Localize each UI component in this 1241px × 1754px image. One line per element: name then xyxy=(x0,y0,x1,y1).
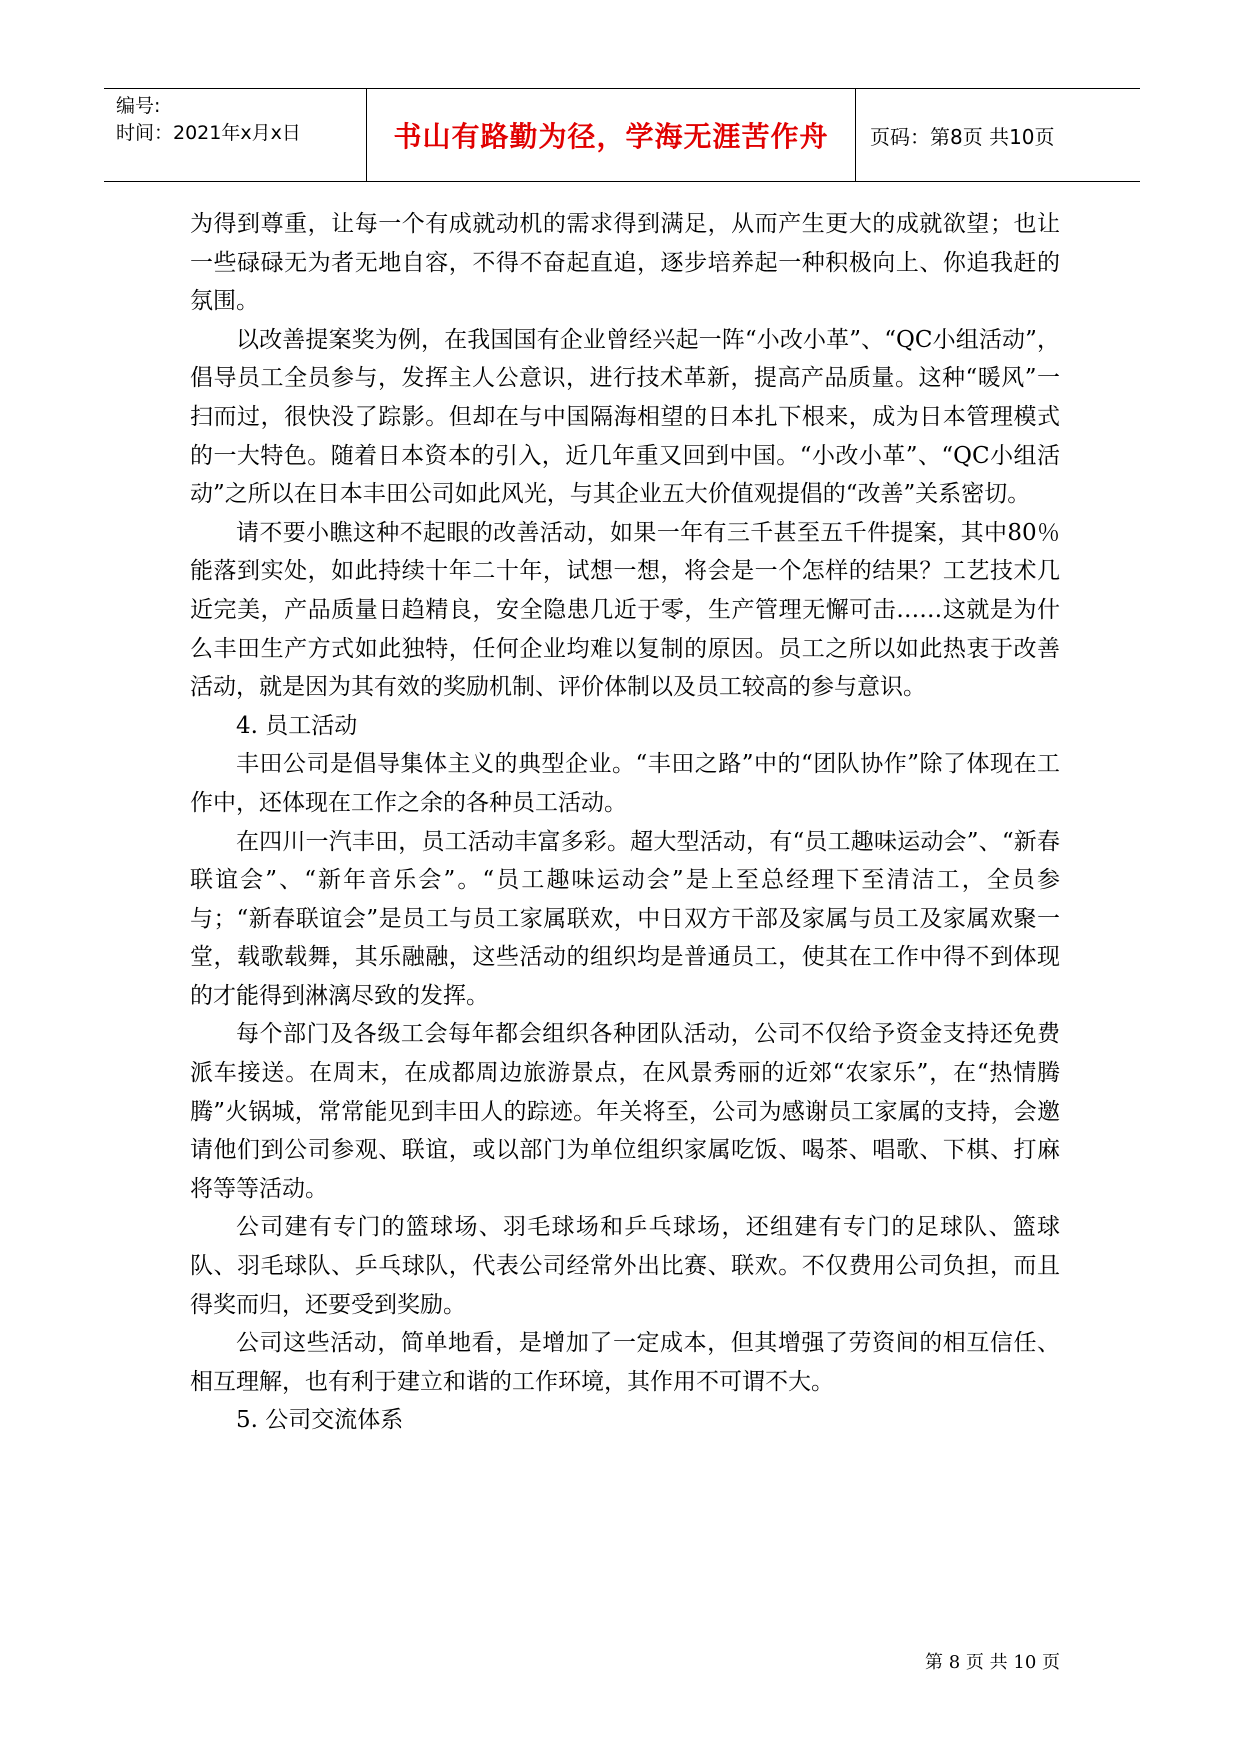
section-heading: 4. 员工活动 xyxy=(236,712,358,739)
header-motto-cell xyxy=(367,89,856,181)
serial-label: 编号: xyxy=(116,95,161,117)
paragraph: 请不要小瞧这种不起眼的改善活动，如果一年有三千甚至五千件提案，其中80％能落到实处，如此持续十年二十年，试想一想，将会是一个怎样的结果？工艺技术几近完美，产品质量日趋精良，安全隐患几近于零，生产管理无懈可击……这就是为什么丰田生产方式如此独特，任何企业均难以复制的原因。员工之所以如此热衷于改善活动，就是因为其有效的奖励机制、评价体制以及员工较高的参与意识。 xyxy=(190,519,1060,701)
header-page-info xyxy=(856,89,1140,181)
paragraph: 公司建有专门的篮球场、羽毛球场和乒乓球场，还组建有专门的足球队、篮球队、羽毛球队、乒乓球队，代表公司经常外出比赛、联欢。不仅费用公司负担，而且得奖而归，还要受到奖励。 xyxy=(190,1214,1060,1318)
section-heading: 5. 公司交流体系 xyxy=(236,1407,404,1434)
page-header xyxy=(104,88,1140,182)
paragraph: 为得到尊重，让每一个有成就动机的需求得到满足，从而产生更大的成就欲望；也让一些碌碌无为者无地自容，不得不奋起直追，逐步培养起一种积极向上、你追我赶的氛围。 xyxy=(190,211,1060,315)
paragraph: 每个部门及各级工会每年都会组织各种团队活动，公司不仅给予资金支持还免费派车接送。在周末，在成都周边旅游景点，在风景秀丽的近郊“农家乐”，在“热情腾腾”火锅城，常常能见到丰田人的踪迹。年关将至，公司为感谢员工家属的支持，会邀请他们到公司参观、联谊，或以部门为单位组织家属吃饭、喝茶、唱歌、下棋、打麻将等等活动。 xyxy=(190,1021,1060,1202)
time-label: 时间：2021年x月x日 xyxy=(116,122,301,144)
paragraph: 以改善提案奖为例，在我国国有企业曾经兴起一阵“小改小革”、“QC小组活动”，倡导员工全员参与，发挥主人公意识，进行技术革新，提高产品质量。这种“暖风”一扫而过，很快没了踪影。但却在与中国隔海相望的日本扎下根来，成为日本管理模式的一大特色。随着日本资本的引入，近几年重又回到中国。“小改小革”、“QC小组活动”之所以在日本丰田公司如此风光，与其企业五大价值观提倡的“改善”关系密切。 xyxy=(190,326,1060,508)
paragraph: 在四川一汽丰田，员工活动丰富多彩。超大型活动，有“员工趣味运动会”、“新春联谊会”、“新年音乐会”。“员工趣味运动会”是上至总经理下至清洁工，全员参与；“新春联谊会”是员工与员工家属联欢，中日双方干部及家属与员工及家属欢聚一堂，载歌载舞，其乐融融，这些活动的组织均是普通员工，使其在工作中得不到体现的才能得到淋漓尽致的发挥。 xyxy=(190,828,1060,1009)
header-meta xyxy=(104,89,367,181)
page-info-text: 页码：第8页 共10页 xyxy=(870,124,1055,149)
page-footer: 第 8 页 共 10 页 xyxy=(925,1652,1060,1673)
paragraph: 公司这些活动，简单地看，是增加了一定成本，但其增强了劳资间的相互信任、相互理解，也有利于建立和谐的工作环境，其作用不可谓不大。 xyxy=(190,1330,1060,1395)
paragraph: 丰田公司是倡导集体主义的典型企业。“丰田之路”中的“团队协作”除了体现在工作中，还体现在工作之余的各种员工活动。 xyxy=(190,751,1060,816)
motto-text: 书山有路勤为径，学海无涯苦作舟 xyxy=(393,120,829,153)
body-text xyxy=(190,205,1060,1440)
